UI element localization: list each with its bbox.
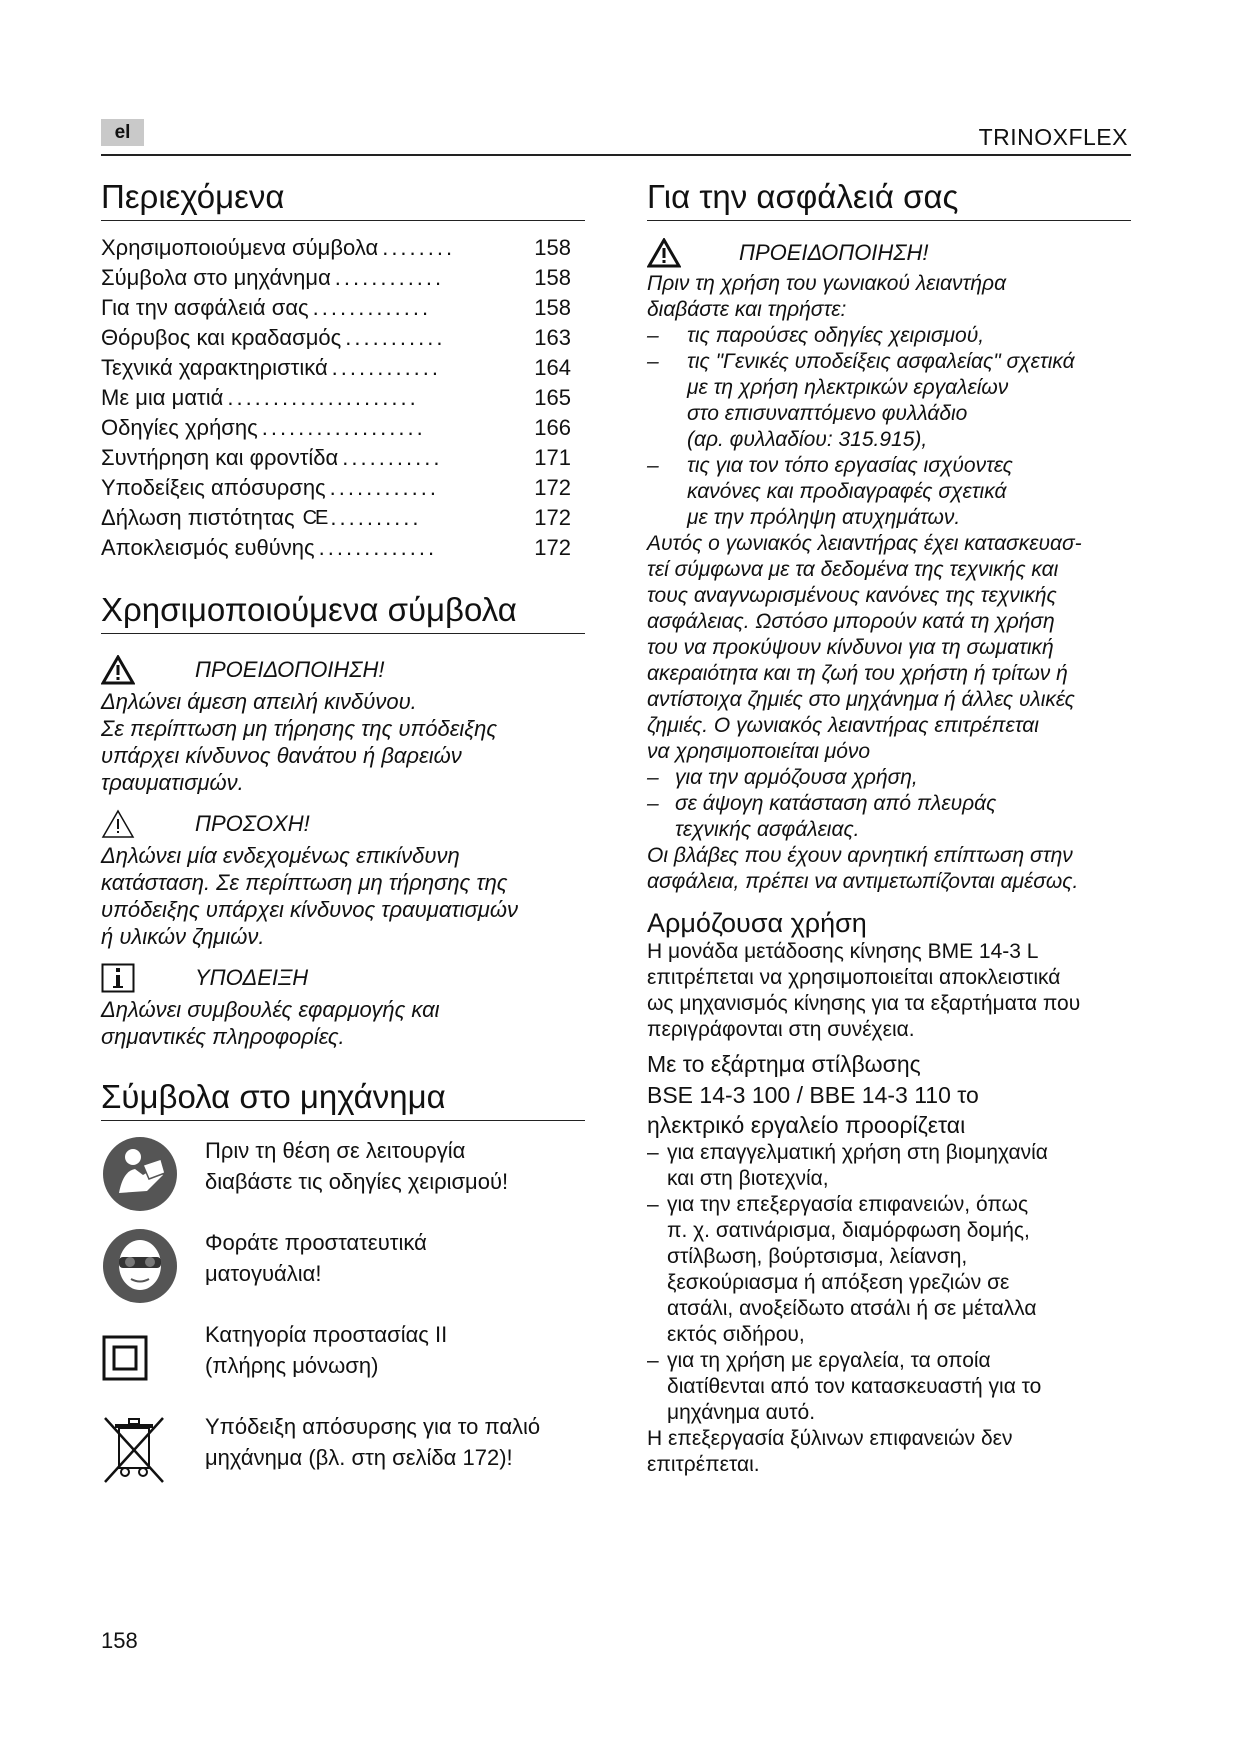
symbol-description	[205, 1319, 447, 1381]
symbol-line: διαβάστε τις οδηγίες χειρισμού!	[205, 1168, 509, 1194]
warning-notice	[101, 652, 585, 796]
warning-triangle-icon	[647, 236, 689, 270]
symbol-line: μηχάνημα (βλ. στη σελίδα 172)!	[205, 1444, 513, 1470]
warning-label: ΠΡΟΕΙΔΟΠΟΙΗΣΗ!	[195, 656, 385, 682]
proper-use-title: Αρμόζουσα χρήση	[647, 907, 867, 938]
crossed-out-bin-icon	[101, 1411, 191, 1489]
safety-closing: Οι βλάβες που έχουν αρνητική επίπτωση στην ασφάλεια, πρέπει να αντιμετωπίζονται αμέσως.	[647, 843, 1079, 893]
toc-entry-title: Υποδείξεις απόσυρσης	[101, 474, 326, 500]
toc-entry-page: 164	[534, 354, 571, 380]
toc-row[interactable]	[101, 323, 571, 353]
toc-leader: ........	[382, 234, 456, 260]
safety-list-item: – τις για τον τόπο εργασίας ισχύοντες κανόνες και προδιαγραφές σχετικά με την πρόληψη ατυχημάτων.	[647, 453, 1013, 529]
warning-line: Σε περίπτωση μη τήρησης της υπόδειξης	[101, 715, 498, 741]
symbol-row	[101, 1319, 585, 1397]
toc-entry-title: Με μια ματιά	[101, 384, 224, 410]
caution-line: κατάσταση. Σε περίπτωση μη τήρησης της	[101, 869, 508, 895]
symbol-row	[101, 1411, 585, 1489]
toc-entry-page: 166	[534, 414, 571, 440]
toc-row[interactable]	[101, 353, 571, 383]
toc-entry-title: Χρησιμοποιούμενα σύμβολα	[101, 234, 379, 260]
safety-list-item: – σε άψογη κατάσταση από πλευράς τεχνικής ασφάλειας.	[647, 791, 997, 841]
warning-triangle-icon	[101, 653, 143, 687]
caution-line: ή υλικών ζημιών.	[101, 923, 265, 949]
safety-warning-head	[647, 235, 1131, 271]
caution-label: ΠΡΟΣΟΧΗ!	[195, 810, 310, 836]
symbol-line: ματογυάλια!	[205, 1260, 322, 1286]
read-manual-icon	[101, 1135, 191, 1213]
language-badge: el	[101, 119, 144, 146]
proper-use-item: – για τη χρήση με εργαλεία, τα οποία διατίθενται από τον κατασκευαστή για το μηχάνημα αυτό.	[647, 1349, 1042, 1425]
note-notice	[101, 960, 585, 1050]
toc-title: Περιεχόμενα	[101, 178, 585, 221]
note-line: σημαντικές πληροφορίες.	[101, 1023, 345, 1049]
proper-use-item: – για επαγγελματική χρήση στη βιομηχανία και στη βιοτεχνία,	[647, 1141, 1048, 1191]
machine-symbols-title: Σύμβολα στο μηχάνημα	[101, 1078, 585, 1121]
toc-row[interactable]	[101, 503, 571, 533]
safety-list-item: – τις παρούσες οδηγίες χειρισμού,	[647, 323, 985, 347]
toc-leader: ...........	[342, 444, 443, 470]
toc-entry-title: Τεχνικά χαρακτηριστικά	[101, 354, 328, 380]
toc-leader: ..........	[330, 504, 422, 530]
safety-list-item: – για την αρμόζουσα χρήση,	[647, 765, 918, 789]
toc-entry-page: 158	[534, 294, 571, 320]
toc-leader: .............	[312, 294, 432, 320]
toc-row[interactable]	[101, 533, 571, 563]
toc-entry-title: Δήλωση πιστότητας	[101, 504, 295, 530]
table-of-contents	[101, 233, 585, 563]
page-number: 158	[101, 1628, 138, 1653]
symbol-description	[205, 1411, 540, 1473]
left-column	[101, 178, 585, 1489]
toc-row[interactable]	[101, 413, 571, 443]
safety-warning-label: ΠΡΟΕΙΔΟΠΟΙΗΣΗ!	[739, 239, 929, 265]
proper-use-item: – για την επεξεργασία επιφανειών, όπως π. χ. σατινάρισμα, διαμόρφωση δομής, στίλβωση, βούρτσισμα, λείανση, ξεσκούριασμα ή απόξεση γρεζιών σε ατσάλι, ανοξείδωτο ατσάλι ή σε μέταλλα εκτός σιδήρου,	[647, 1193, 1037, 1347]
toc-entry-page: 158	[534, 234, 571, 260]
toc-entry-page: 172	[534, 534, 571, 560]
safety-title: Για την ασφάλειά σας	[647, 178, 1131, 221]
note-label: ΥΠΟΔΕΙΞΗ	[195, 964, 309, 990]
warning-text	[101, 688, 585, 796]
symbol-description	[205, 1135, 508, 1197]
brand-name: TRINOXFLEX	[978, 124, 1128, 150]
toc-leader: ..................	[261, 414, 426, 440]
toc-entry-title: Οδηγίες χρήσης	[101, 414, 258, 440]
toc-leader: .............	[318, 534, 438, 560]
toc-leader: ............	[331, 354, 442, 380]
toc-leader: .....................	[227, 384, 419, 410]
caution-line: υπόδειξης υπάρχει κίνδυνος τραυματισμών	[101, 896, 518, 922]
caution-notice	[101, 806, 585, 950]
toc-row[interactable]	[101, 233, 571, 263]
safety-goggles-icon	[101, 1227, 191, 1305]
symbol-line: Υπόδειξη απόσυρσης για το παλιό	[205, 1413, 541, 1439]
note-text	[101, 996, 585, 1050]
header-divider	[101, 154, 1131, 156]
proper-use-intro: Η μονάδα μετάδοσης κίνησης BME 14-3 L επιτρέπεται να χρησιμοποιείται αποκλειστικά ως μηχανισμός κίνησης για τα εξαρτήματα που περιγράφονται στη συνέχεια.	[647, 940, 1081, 1042]
right-column	[647, 178, 1131, 1478]
symbol-line: Κατηγορία προστασίας II	[205, 1321, 448, 1347]
toc-row[interactable]	[101, 443, 571, 473]
ce-mark-icon: CE	[302, 506, 327, 529]
safety-intro: Πριν τη χρήση του γωνιακού λειαντήρα διαβάστε και τηρήστε:	[647, 271, 1007, 321]
safety-list-item: – τις "Γενικές υποδείξεις ασφαλείας" σχετικά με τη χρήση ηλεκτρικών εργαλείων στο επισυναπτόμενο φυλλάδιο (αρ. φυλλαδίου: 315.915),	[647, 349, 1075, 451]
protection-class-ii-icon	[101, 1319, 191, 1397]
toc-leader: ............	[334, 264, 445, 290]
note-line: Δηλώνει συμβουλές εφαρμογής και	[101, 996, 440, 1022]
safety-paragraph: Αυτός ο γωνιακός λειαντήρας έχει κατασκευασ- τεί σύμφωνα με τα δεδομένα της τεχνικής και τους αναγνωρισμένους κανόνες της τεχνικής ασφάλειας. Ωστόσο μπορούν κατά τη χρήση του να προκύψουν κίνδυνοι για τη σωματική ακεραιότητα και τη ζωή του χρήστη ή τρίτων ή αντίστοιχα ζημιές στο μηχάνημα ή άλλες υλικές ζημιές. Ο γωνιακός λειαντήρας επιτρέπεται να χρησιμοποιείται μόνο	[647, 531, 1082, 763]
info-icon	[101, 961, 143, 995]
toc-row[interactable]	[101, 473, 571, 503]
toc-leader: ............	[329, 474, 440, 500]
caution-triangle-icon	[101, 807, 143, 841]
toc-entry-title: Για την ασφάλειά σας	[101, 294, 309, 320]
proper-use-closing: Η επεξεργασία ξύλινων επιφανειών δεν επιτρέπεται.	[647, 1427, 1013, 1477]
toc-row[interactable]	[101, 263, 571, 293]
toc-entry-page: 165	[534, 384, 571, 410]
toc-entry-title: Συντήρηση και φροντίδα	[101, 444, 339, 470]
warning-line: τραυματισμών.	[101, 769, 244, 795]
caution-line: Δηλώνει μία ενδεχομένως επικίνδυνη	[101, 842, 460, 868]
toc-entry-title: Θόρυβος και κραδασμός	[101, 324, 342, 350]
caution-text	[101, 842, 585, 950]
warning-line: υπάρχει κίνδυνος θανάτου ή βαρειών	[101, 742, 462, 768]
toc-entry-page: 158	[534, 264, 571, 290]
toc-leader: ...........	[345, 324, 446, 350]
symbols-used-title: Χρησιμοποιούμενα σύμβολα	[101, 591, 585, 634]
toc-entry-title: Αποκλεισμός ευθύνης	[101, 534, 315, 560]
toc-entry-page: 172	[534, 474, 571, 500]
symbol-row	[101, 1135, 585, 1213]
symbol-description	[205, 1227, 427, 1289]
toc-entry-page: 171	[534, 444, 571, 470]
symbol-row	[101, 1227, 585, 1305]
symbol-line: (πλήρης μόνωση)	[205, 1352, 379, 1378]
toc-entry-title: Σύμβολα στο μηχάνημα	[101, 264, 331, 290]
toc-entry-page: 163	[534, 324, 571, 350]
proper-use-subtitle: Με το εξάρτημα στίλβωσης BSE 14-3 100 / BBE 14-3 110 το ηλεκτρικό εργαλείο προορίζεται	[647, 1051, 979, 1139]
symbol-line: Φοράτε προστατευτικά	[205, 1229, 427, 1255]
warning-line: Δηλώνει άμεση απειλή κινδύνου.	[101, 688, 417, 714]
toc-entry-page: 172	[534, 504, 571, 530]
safety-body	[647, 271, 1131, 895]
toc-row[interactable]	[101, 383, 571, 413]
symbol-line: Πριν τη θέση σε λειτουργία	[205, 1137, 466, 1163]
toc-row[interactable]	[101, 293, 571, 323]
